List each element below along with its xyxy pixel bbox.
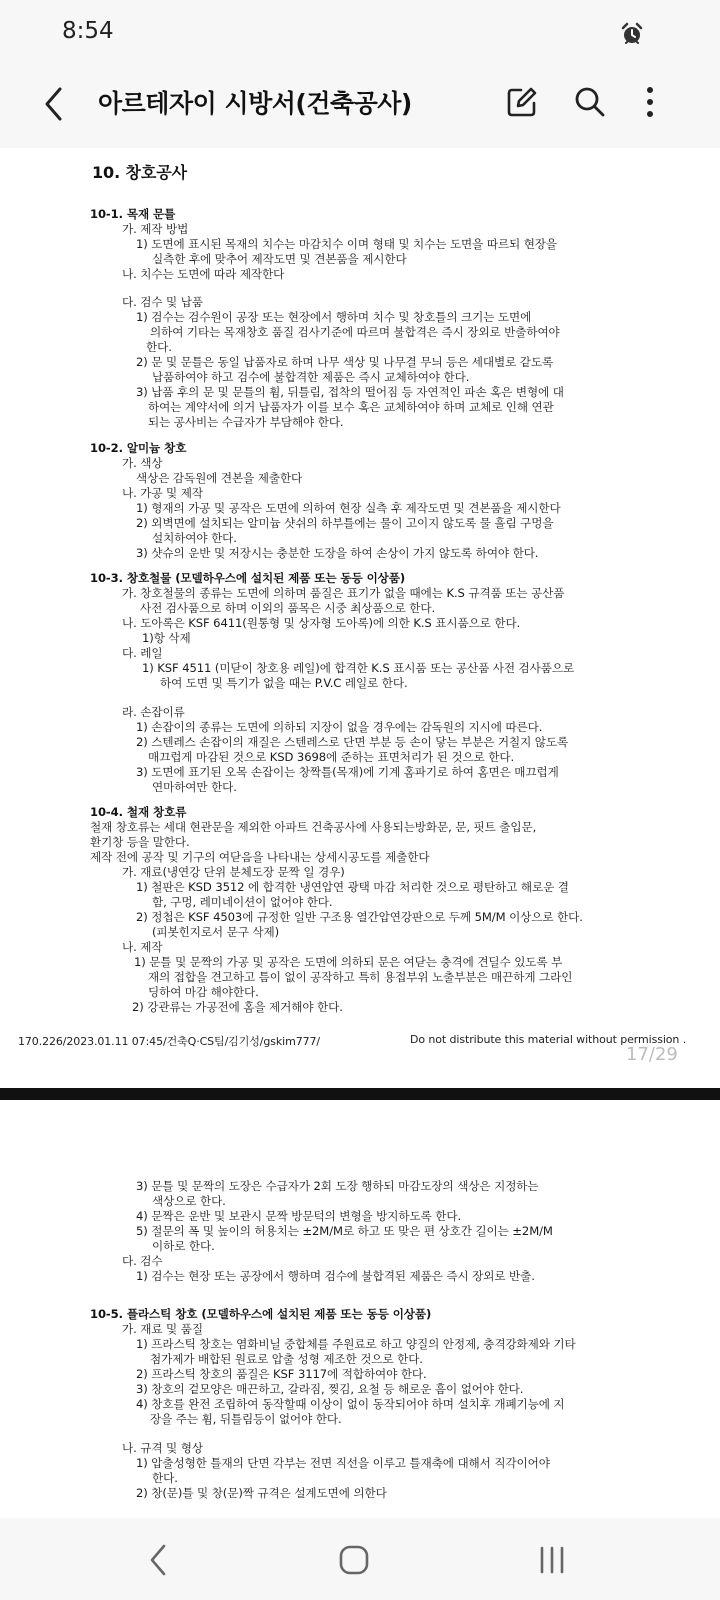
footer-notice: Do not distribute this material without permission . <box>410 1033 687 1046</box>
footer-watermark: 170.226/2023.01.11 07:45/건축Q·CS팀/김기성/gskim777/ <box>18 1035 321 1048</box>
nav-home-button[interactable] <box>324 1538 384 1582</box>
recent-apps-icon <box>535 1543 569 1577</box>
nav-back-icon <box>147 1543 169 1577</box>
text-line: 5) 절문의 폭 및 높이의 허용치는 ±2M/M로 하고 또 맞은 편 상호간 길이는 ±2M/M <box>136 1224 553 1238</box>
nav-recent-apps-button[interactable] <box>522 1538 582 1582</box>
text-line: 색상으로 한다. <box>152 1194 226 1208</box>
text-line: (피봇힌지로서 문구 삭제) <box>152 925 280 939</box>
text-line: 1) 철판은 KSD 3512 에 합격한 냉연압연 광택 마감 처리한 것으로 평탄하고 해로운 결 <box>136 880 569 894</box>
section-heading: 10-2. 알미늄 창호 <box>90 441 187 455</box>
text-line: 가. 재료(냉연강 단위 분체도장 문짝 일 경우) <box>122 865 345 879</box>
text-line: 연마하여만 한다. <box>152 780 237 794</box>
text-line: 나. 도아록은 KSF 6411(원통형 및 상자형 도아록)에 의한 K.S 표시품으로 한다. <box>122 616 521 630</box>
text-line: 사전 검사품으로 하며 이외의 품목은 시중 최상품으로 한다. <box>140 601 436 615</box>
text-line: 라. 손잡이류 <box>122 705 185 719</box>
page-separator <box>0 1088 720 1100</box>
text-line: 한다. <box>146 340 172 354</box>
document-title: 아르테자이 시방서(건축공사) <box>98 89 412 118</box>
chapter-heading: 10. 창호공사 <box>92 163 187 182</box>
edit-icon <box>505 85 539 119</box>
text-line: 다. 검수 <box>122 1254 163 1268</box>
back-button[interactable] <box>36 78 72 130</box>
more-vertical-icon <box>645 85 655 119</box>
text-line: 되는 공사비는 수급자가 부담해야 한다. <box>148 415 344 429</box>
text-line: 1)항 삭제 <box>142 631 191 645</box>
status-time: 8:54 <box>62 18 114 44</box>
text-line: 2) 강관류는 가공전에 홈을 제거해야 한다. <box>132 1000 343 1014</box>
text-line: 재의 접합을 견고하고 틈이 없이 공작하고 특히 용접부위 노출부분은 매끈하게 그라인 <box>148 970 573 984</box>
text-line: 가. 창호철물의 종류는 도면에 의하며 품질은 표기가 없을 때에는 K.S 규격품 또는 공산품 <box>122 586 565 600</box>
section-heading: 10-4. 철재 창호류 <box>90 805 187 819</box>
status-bar <box>0 0 720 64</box>
text-line: 다. 검수 및 납품 <box>122 295 203 309</box>
text-line: 매끄럽게 마감된 것으로 KSD 3698에 준하는 표면처리가 된 것으로 한다. <box>148 750 515 764</box>
text-line: 장을 주는 휨, 뒤틀림등이 없어야 한다. <box>150 1412 342 1426</box>
text-line: 2) 프라스틱 창호의 품질은 KSF 3117에 적합하여야 한다. <box>136 1367 427 1381</box>
text-line: 의하여 기타는 목재창호 품질 검사기준에 따르며 불합격은 즉시 장외로 반출하여야 <box>150 325 560 339</box>
text-line: 철재 창호류는 세대 현관문을 제외한 아파트 건축공사에 사용되는방화문, 문, 핏트 출입문, <box>90 820 537 834</box>
text-line: 나. 가공 및 제작 <box>122 486 203 500</box>
more-options-button[interactable] <box>628 80 672 124</box>
page-number: 17/29 <box>626 1044 678 1065</box>
text-line: 1) 형재의 가공 및 공작은 도면에 의하여 현장 실측 후 제작도면 및 견본품을 제시한다 <box>136 501 561 515</box>
text-line: 제작 전에 공작 및 기구의 여닫음을 나타내는 상세시공도를 제출한다 <box>90 850 430 864</box>
text-line: 하여 도면 및 특기가 없을 때는 P.V.C 레일로 한다. <box>160 676 408 690</box>
text-line: 나. 제작 <box>122 940 163 954</box>
section-heading: 10-3. 창호철물 (모델하우스에 설치된 제품 또는 동등 이상품) <box>90 571 406 585</box>
edit-button[interactable] <box>500 80 544 124</box>
text-line: 가. 색상 <box>122 456 163 470</box>
text-line: 함, 구멍, 레미네이션이 없어야 한다. <box>152 895 333 909</box>
text-line: 이하로 한다. <box>152 1239 215 1253</box>
text-line: 색상은 감독원에 견본을 제출한다 <box>136 471 303 485</box>
alarm-icon <box>620 22 644 46</box>
search-icon <box>573 85 607 119</box>
text-line: 설치하여야 한다. <box>152 531 237 545</box>
text-line: 다. 레일 <box>122 646 163 660</box>
back-arrow-icon <box>42 86 66 122</box>
text-line: 1) 압출성형한 틀재의 단면 각부는 전면 직선을 이루고 틀재축에 대해서 직각이어야 <box>136 1456 550 1470</box>
nav-back-button[interactable] <box>128 1538 188 1582</box>
text-line: 3) 창호의 겉모양은 매끈하고, 갈라짐, 찢김, 요철 등 해로운 흠이 없어야 한다. <box>136 1382 524 1396</box>
section-heading: 10-1. 목재 문틀 <box>90 207 176 221</box>
text-line: 1) 검수는 검수원이 공장 또는 현장에서 행하며 치수 및 창호틀의 크기는 도면에 <box>136 310 532 324</box>
text-line: 첨가제가 배합된 원료로 압출 성형 제조한 것으로 한다. <box>150 1352 423 1366</box>
text-line: 1) 문틀 및 문짝의 가공 및 공작은 도면에 의하되 문은 여닫는 충격에 견딜수 있도록 부 <box>134 955 563 969</box>
system-navigation-bar <box>0 1518 720 1600</box>
text-line: 1) 프라스틱 창호는 염화비닐 중합체를 주원료로 하고 양질의 안정제, 충격강화제와 기타 <box>136 1337 576 1351</box>
text-line: 3) 납품 후의 문 및 문틀의 휨, 뒤틀림, 접착의 떨어짐 등 자연적인 파손 혹은 변형에 대 <box>136 385 564 399</box>
text-line: 3) 문틀 및 문짝의 도장은 수급자가 2회 도장 행하되 마감도장의 색상은 지정하는 <box>136 1179 539 1193</box>
text-line: 2) 스텐레스 손잡이의 재질은 스텐레스로 단면 부분 등 손이 닿는 부분은 거칠지 않도록 <box>136 735 569 749</box>
text-line: 1) 손잡이의 종류는 도면에 의하되 지장이 없을 경우에는 감독원의 지시에 따른다. <box>136 720 543 734</box>
text-line: 2) 외벽면에 설치되는 알미늄 샷쉬의 하부틀에는 물이 고이지 않도록 물 흘림 구멍을 <box>136 516 554 530</box>
text-line: 가. 제작 방법 <box>122 222 189 236</box>
text-line: 1) 검수는 현장 또는 공장에서 행하며 검수에 불합격된 제품은 즉시 장외로 반출. <box>136 1269 535 1283</box>
text-line: 1) KSF 4511 (미닫이 창호용 레일)에 합격한 K.S 표시품 또는 공산품 사전 검사품으로 <box>142 661 575 675</box>
text-line: 2) 문 및 문틀은 동일 납품자로 하며 나무 색상 및 나무결 무늬 등은 세대별로 같도록 <box>136 355 554 369</box>
text-line: 4) 문짝은 운반 및 보관시 문짝 방문턱의 변형을 방지하도록 한다. <box>136 1209 462 1223</box>
text-line: 2) 창(문)틀 및 창(문)짝 규격은 설계도면에 의한다 <box>136 1486 387 1500</box>
document-page-17 <box>0 148 720 1088</box>
text-line: 실측한 후에 맞추어 제작도면 및 견본품을 제시한다 <box>152 252 407 266</box>
text-line: 3) 도면에 표기된 오목 손잡이는 창짝틀(목재)에 기계 홈파기로 하여 홈면은 매끄럽게 <box>136 765 559 779</box>
text-line: 3) 샷슈의 운반 및 저장시는 충분한 도장을 하여 손상이 가지 않도록 하여야 한다. <box>136 546 539 560</box>
text-line: 딩하여 마감 해야한다. <box>148 985 259 999</box>
text-line: 납품하여야 하고 검수에 불합격한 제품은 즉시 교체하여야 한다. <box>152 370 470 384</box>
text-line: 환기창 등을 말한다. <box>90 835 190 849</box>
text-line: 1) 도면에 표시된 목재의 치수는 마감치수 이며 형태 및 치수는 도면을 따르되 현장을 <box>136 237 558 251</box>
section-heading: 10-5. 플라스틱 창호 (모델하우스에 설치된 제품 또는 동등 이상품) <box>90 1307 432 1321</box>
search-button[interactable] <box>568 80 612 124</box>
text-line: 하여는 계약서에 의거 납품자가 이를 보수 혹은 교체하여야 하며 교체로 인해 연관 <box>148 400 554 414</box>
app-bar <box>0 64 720 148</box>
text-line: 나. 규격 및 형상 <box>122 1441 203 1455</box>
text-line: 4) 창호를 완전 조립하여 동작할때 이상이 없이 동작되어야 하며 설치후 개폐기능에 지 <box>136 1397 565 1411</box>
home-icon <box>337 1543 371 1577</box>
text-line: 가. 재료 및 품질 <box>122 1322 203 1336</box>
text-line: 한다. <box>152 1471 178 1485</box>
text-line: 나. 치수는 도면에 따라 제작한다 <box>122 267 285 281</box>
text-line: 2) 정첩은 KSF 4503에 규정한 일반 구조용 열간압연강판으로 두께 5M/M 이상으로 한다. <box>136 910 583 924</box>
document-page-18 <box>0 1100 720 1518</box>
